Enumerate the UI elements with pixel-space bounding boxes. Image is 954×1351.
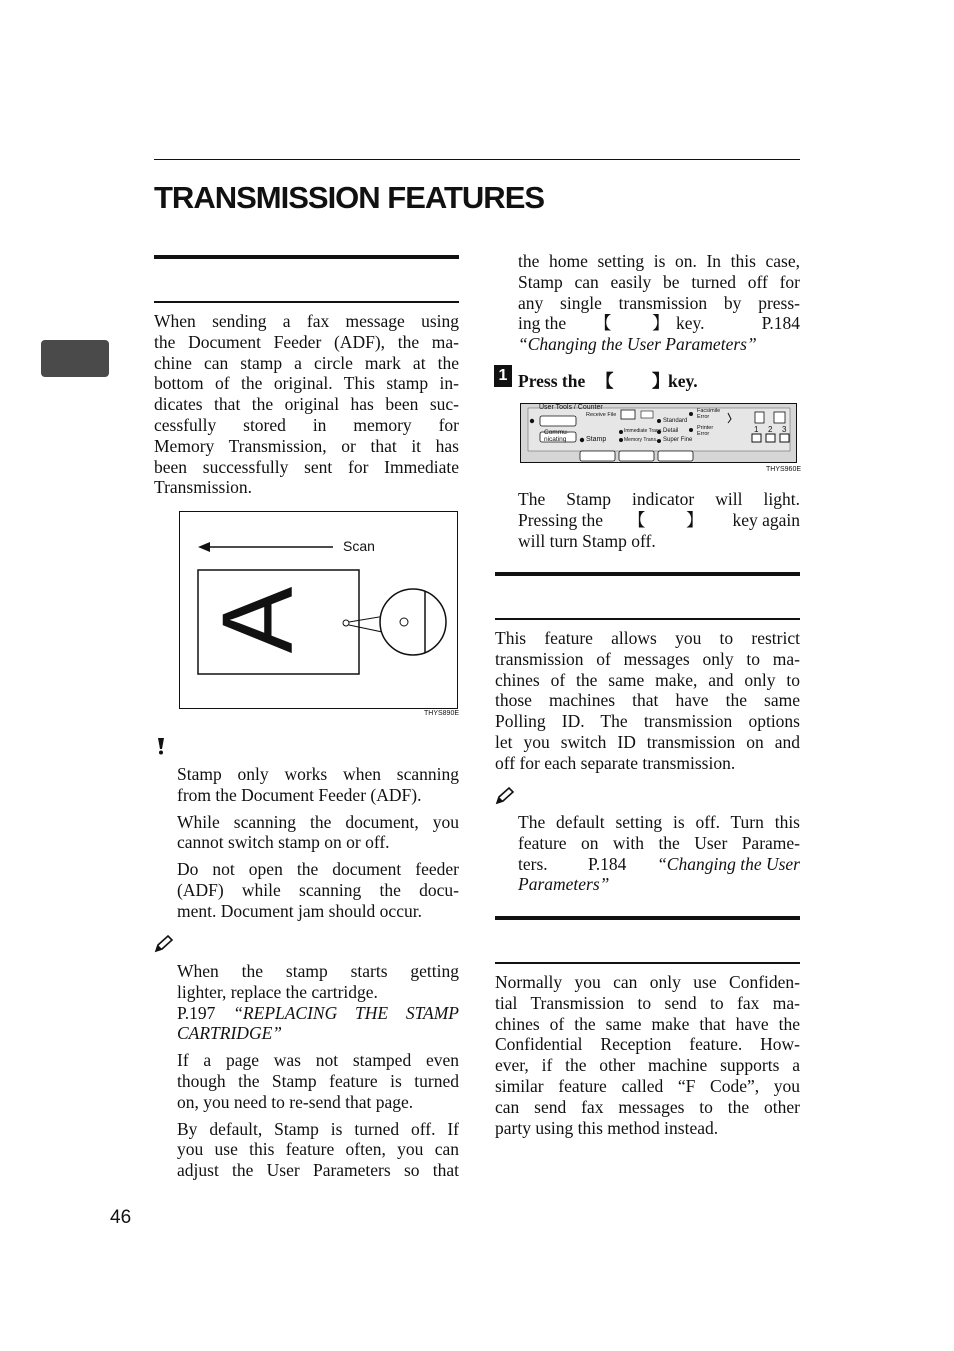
id-transmission-text bbox=[495, 628, 800, 774]
reference-title: “Changing the User bbox=[657, 853, 800, 874]
text-line: chines of the same make, and only to bbox=[495, 669, 800, 690]
scan-label: Scan bbox=[343, 538, 375, 554]
text-line: If a page was not stamped even bbox=[177, 1050, 459, 1071]
text-line: Do not open the document feeder bbox=[177, 859, 459, 880]
section-rule-thick bbox=[154, 255, 459, 259]
section-rule-thin bbox=[495, 962, 800, 964]
operation-panel-figure bbox=[520, 403, 797, 463]
text-line: been successfully sent for Immediate bbox=[154, 456, 459, 477]
text-line: party using this method instead. bbox=[495, 1117, 719, 1138]
reference-title: CARTRIDGE” bbox=[177, 1023, 282, 1044]
text-line: can send fax messages to the other bbox=[495, 1096, 800, 1117]
text-line: chines of the same make that have the bbox=[495, 1013, 800, 1034]
page-reference[interactable]: P.197 bbox=[177, 1002, 216, 1023]
limitation-list bbox=[177, 764, 459, 922]
panel-label-printer-error: Printer Error bbox=[697, 425, 714, 437]
text-line: lighter, replace the cartridge. bbox=[177, 981, 378, 1002]
panel-label-memory-trans: Memory Trans. bbox=[624, 437, 658, 443]
text-line: any single transmission by press- bbox=[518, 292, 800, 313]
text-line: though the Stamp feature is turned bbox=[177, 1070, 459, 1091]
text-line: from the Document Feeder (ADF). bbox=[177, 784, 422, 805]
text-fragment: Pressing the bbox=[518, 509, 604, 530]
stamp-intro bbox=[154, 311, 459, 498]
text-line: Stamp can easily be turned off for bbox=[518, 271, 800, 292]
text-line: The default setting is off. Turn this bbox=[518, 812, 800, 832]
reference-title: “REPLACING THE STAMP bbox=[233, 1002, 459, 1023]
text-line: ment. Document jam should occur. bbox=[177, 900, 422, 921]
key-bracket-close: 】 bbox=[686, 509, 704, 530]
text-line: Normally you can only use Confiden- bbox=[495, 972, 800, 992]
magnify-circle bbox=[380, 589, 446, 655]
text-line: let you switch ID transmission on and bbox=[495, 731, 800, 752]
panel-label-communicating: Commu- nicating bbox=[544, 429, 569, 443]
text-line: cannot switch stamp on or off. bbox=[177, 832, 390, 853]
text-line: This feature allows you to restrict bbox=[495, 628, 800, 648]
panel-label-detail: Detail bbox=[663, 428, 679, 434]
text-line: The Stamp indicator will light. bbox=[518, 489, 800, 509]
text-line: chine can stamp a circle mark at the bbox=[154, 352, 459, 373]
header-rule bbox=[154, 159, 800, 160]
stamp-continuation bbox=[518, 251, 800, 355]
section-rule-thin bbox=[154, 301, 459, 303]
panel-label-stamp: Stamp bbox=[586, 436, 607, 443]
text-line: Confidential Reception feature. How- bbox=[495, 1034, 800, 1055]
text-line: on, you need to re-send that page. bbox=[177, 1091, 414, 1112]
text-line: When the stamp starts getting bbox=[177, 961, 459, 981]
panel-label-1: 1 bbox=[754, 425, 759, 434]
text-fragment: key again bbox=[732, 509, 800, 530]
reference-title: Parameters” bbox=[518, 874, 610, 895]
text-line: Transmission. bbox=[154, 477, 253, 498]
step-1-icon: 1 bbox=[494, 365, 512, 387]
text-line: the home setting is on. In this case, bbox=[518, 251, 800, 271]
stamp-indicator-text bbox=[518, 489, 800, 551]
id-note bbox=[518, 812, 800, 895]
stamp-figure bbox=[179, 511, 458, 709]
panel-label-standard: Standard bbox=[663, 418, 688, 424]
key-bracket-open: 【 bbox=[628, 509, 646, 530]
panel-label-user-tools: User Tools / Counter bbox=[539, 404, 603, 411]
figure-code: THYS890E bbox=[424, 710, 460, 717]
section-rule-thin bbox=[495, 618, 800, 620]
text-line: will turn Stamp off. bbox=[518, 530, 656, 551]
text-line: tial Transmission to send to fax ma- bbox=[495, 992, 800, 1013]
panel-label-receive-file: Receive File bbox=[586, 412, 617, 418]
limitation-icon bbox=[154, 737, 168, 755]
key-bracket-close: 】 bbox=[652, 313, 670, 334]
text-line: adjust the User Parameters so that bbox=[177, 1160, 459, 1181]
text-line: (ADF) while scanning the docu- bbox=[177, 879, 459, 900]
text-line: dicates that the original has been suc- bbox=[154, 394, 459, 415]
page-title: TRANSMISSION FEATURES bbox=[154, 180, 545, 215]
text-line: similar feature called “F Code”, you bbox=[495, 1075, 800, 1096]
text-fragment: key. bbox=[676, 313, 705, 334]
text-line: Memory Transmission, or that it has bbox=[154, 435, 459, 456]
step-1-instruction bbox=[518, 371, 800, 392]
text-fragment: ters. bbox=[518, 853, 548, 874]
reference-title: “Changing the User Parameters” bbox=[518, 334, 757, 355]
note-icon bbox=[495, 787, 515, 805]
text-line: When sending a fax message using bbox=[154, 311, 459, 331]
stamp-mark bbox=[343, 620, 349, 626]
note-icon bbox=[154, 935, 174, 953]
text-line: While scanning the document, you bbox=[177, 811, 459, 832]
text-line: By default, Stamp is turned off. If bbox=[177, 1118, 459, 1139]
key-bracket-open: 【 bbox=[594, 313, 612, 334]
f-code-text bbox=[495, 972, 800, 1138]
text-fragment: key. bbox=[668, 371, 698, 391]
panel-label-immediate-trans: Immediate Trans. bbox=[624, 428, 663, 434]
panel-label-2: 2 bbox=[768, 425, 773, 434]
panel-figure-code: THYS960E bbox=[766, 466, 802, 473]
text-line: Polling ID. The transmission options bbox=[495, 711, 800, 732]
text-line: those machines that have the same bbox=[495, 690, 800, 711]
text-line: transmission of messages only to ma- bbox=[495, 648, 800, 669]
figure-letter: A bbox=[201, 586, 314, 654]
page-number: 46 bbox=[110, 1207, 132, 1228]
key-bracket-close: 】 bbox=[652, 371, 670, 391]
panel-label-3: 3 bbox=[782, 425, 787, 434]
text-line: Stamp only works when scanning bbox=[177, 764, 459, 784]
page-reference[interactable]: P.184 bbox=[761, 313, 800, 334]
text-line: feature on with the User Parame- bbox=[518, 832, 800, 853]
scan-arrow-head bbox=[198, 542, 210, 552]
section-rule-thick bbox=[495, 572, 800, 576]
text-line: bottom of the original. This stamp in- bbox=[154, 373, 459, 394]
text-line: off for each separate transmission. bbox=[495, 752, 736, 773]
page-reference[interactable]: P.184 bbox=[588, 853, 627, 874]
key-bracket-open: 【 bbox=[596, 371, 614, 391]
text-line: the Document Feeder (ADF), the ma- bbox=[154, 331, 459, 352]
text-line: ever, if the other machine supports a bbox=[495, 1055, 800, 1076]
text-line: you use this feature often, you can bbox=[177, 1139, 459, 1160]
chapter-tab bbox=[41, 340, 109, 377]
text-line: cessfully stored in memory for bbox=[154, 414, 459, 435]
panel-label-super-fine: Super Fine bbox=[663, 437, 693, 443]
note-list bbox=[177, 961, 459, 1181]
section-rule-thick bbox=[495, 916, 800, 920]
panel-label-facsimile-error: Facsimile Error bbox=[697, 408, 721, 420]
text-fragment: Press the bbox=[518, 371, 586, 391]
text-fragment: ing the bbox=[518, 313, 567, 334]
